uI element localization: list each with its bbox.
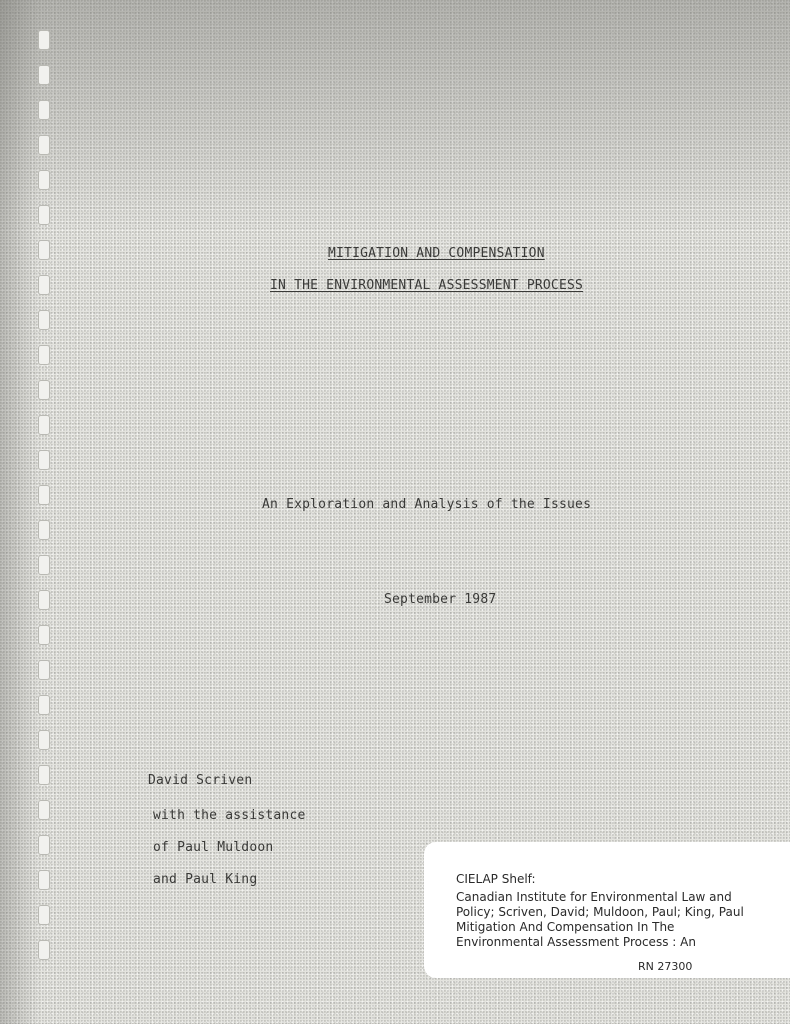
scan-shading <box>0 0 790 230</box>
binding-hole <box>38 205 50 225</box>
binding-hole <box>38 65 50 85</box>
binding-hole <box>38 310 50 330</box>
binding-hole <box>38 940 50 960</box>
page-edge-shadow <box>0 0 40 1024</box>
binding-hole <box>38 730 50 750</box>
binding-hole <box>38 415 50 435</box>
document-title-line-2: IN THE ENVIRONMENTAL ASSESSMENT PROCESS <box>270 278 584 293</box>
binding-hole <box>38 100 50 120</box>
binding-hole <box>38 660 50 680</box>
assistance-line-1: with the assistance <box>153 808 306 823</box>
binding-hole <box>38 905 50 925</box>
assistance-line-2: of Paul Muldoon <box>153 840 274 855</box>
binding-hole <box>38 835 50 855</box>
shelf-label-line: Policy; Scriven, David; Muldoon, Paul; King, Paul <box>456 905 744 919</box>
binding-hole <box>38 800 50 820</box>
binding-hole <box>38 485 50 505</box>
binding-hole <box>38 520 50 540</box>
binding-hole <box>38 240 50 260</box>
binding-hole <box>38 170 50 190</box>
shelf-label-line: Mitigation And Compensation In The <box>456 920 675 934</box>
binding-hole <box>38 555 50 575</box>
library-shelf-label <box>424 842 790 978</box>
binding-hole <box>38 695 50 715</box>
document-title-line-1: MITIGATION AND COMPENSATION <box>328 246 545 261</box>
binding-hole <box>38 765 50 785</box>
record-number: RN 27300 <box>638 960 693 973</box>
document-date: September 1987 <box>384 592 497 607</box>
binding-hole <box>38 345 50 365</box>
shelf-label-heading: CIELAP Shelf: <box>456 872 536 886</box>
assistance-line-3: and Paul King <box>153 872 258 887</box>
binding-hole <box>38 870 50 890</box>
binding-hole <box>38 135 50 155</box>
binding-hole <box>38 30 50 50</box>
binding-hole <box>38 590 50 610</box>
binding-hole <box>38 450 50 470</box>
shelf-label-line: Canadian Institute for Environmental Law and <box>456 890 732 904</box>
binding-hole <box>38 625 50 645</box>
binding-hole <box>38 275 50 295</box>
document-subtitle: An Exploration and Analysis of the Issues <box>262 497 592 512</box>
shelf-label-line: Environmental Assessment Process : An <box>456 935 696 949</box>
author-name: David Scriven <box>148 773 253 788</box>
binding-holes <box>36 30 52 990</box>
binding-hole <box>38 380 50 400</box>
